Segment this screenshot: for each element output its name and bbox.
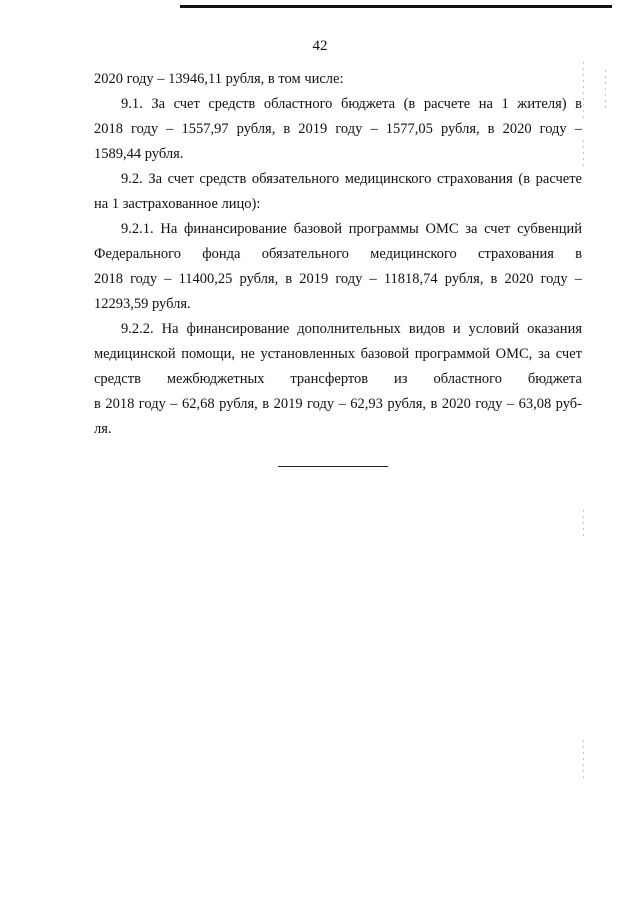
- page-number: 42: [312, 38, 328, 54]
- scan-artifact: [605, 70, 606, 110]
- scan-artifact: [583, 140, 584, 170]
- text-line: 9.2.1. На финансирование базовой программы ОМС за счет субвенций: [121, 221, 582, 237]
- text-line: 2020 году – 13946,11 рубля, в том числе:: [94, 71, 344, 87]
- document-body: [94, 67, 582, 442]
- text-line: Федерального фонда обязательного медицинского страхования в: [94, 246, 582, 262]
- scan-artifact: [583, 740, 584, 780]
- scan-artifact: [583, 62, 584, 122]
- text-line: 12293,59 рубля.: [94, 296, 191, 312]
- text-line: ля.: [94, 421, 112, 437]
- scan-artifact: [583, 510, 584, 540]
- text-line: на 1 застрахованное лицо):: [94, 196, 261, 212]
- text-line: 9.1. За счет средств областного бюджета (в расчете на 1 жителя) в: [121, 96, 582, 112]
- text-line: 2018 году – 1557,97 рубля, в 2019 году – 1577,05 рубля, в 2020 году –: [94, 121, 582, 137]
- header-rule: [180, 5, 612, 8]
- text-line: 9.2. За счет средств обязательного медицинского страхования (в расчете: [121, 171, 582, 187]
- text-line: медицинской помощи, не установленных базовой программой ОМС, за счет: [94, 346, 582, 362]
- text-line: средств межбюджетных трансфертов из областного бюджета: [94, 371, 582, 387]
- closing-rule: [278, 466, 388, 467]
- text-line: 1589,44 рубля.: [94, 146, 184, 162]
- text-line: в 2018 году – 62,68 рубля, в 2019 году – 62,93 рубля, в 2020 году – 63,08 руб-: [94, 396, 582, 412]
- text-line: 2018 году – 11400,25 рубля, в 2019 году – 11818,74 рубля, в 2020 году –: [94, 271, 582, 287]
- text-line: 9.2.2. На финансирование дополнительных видов и условий оказания: [121, 321, 582, 337]
